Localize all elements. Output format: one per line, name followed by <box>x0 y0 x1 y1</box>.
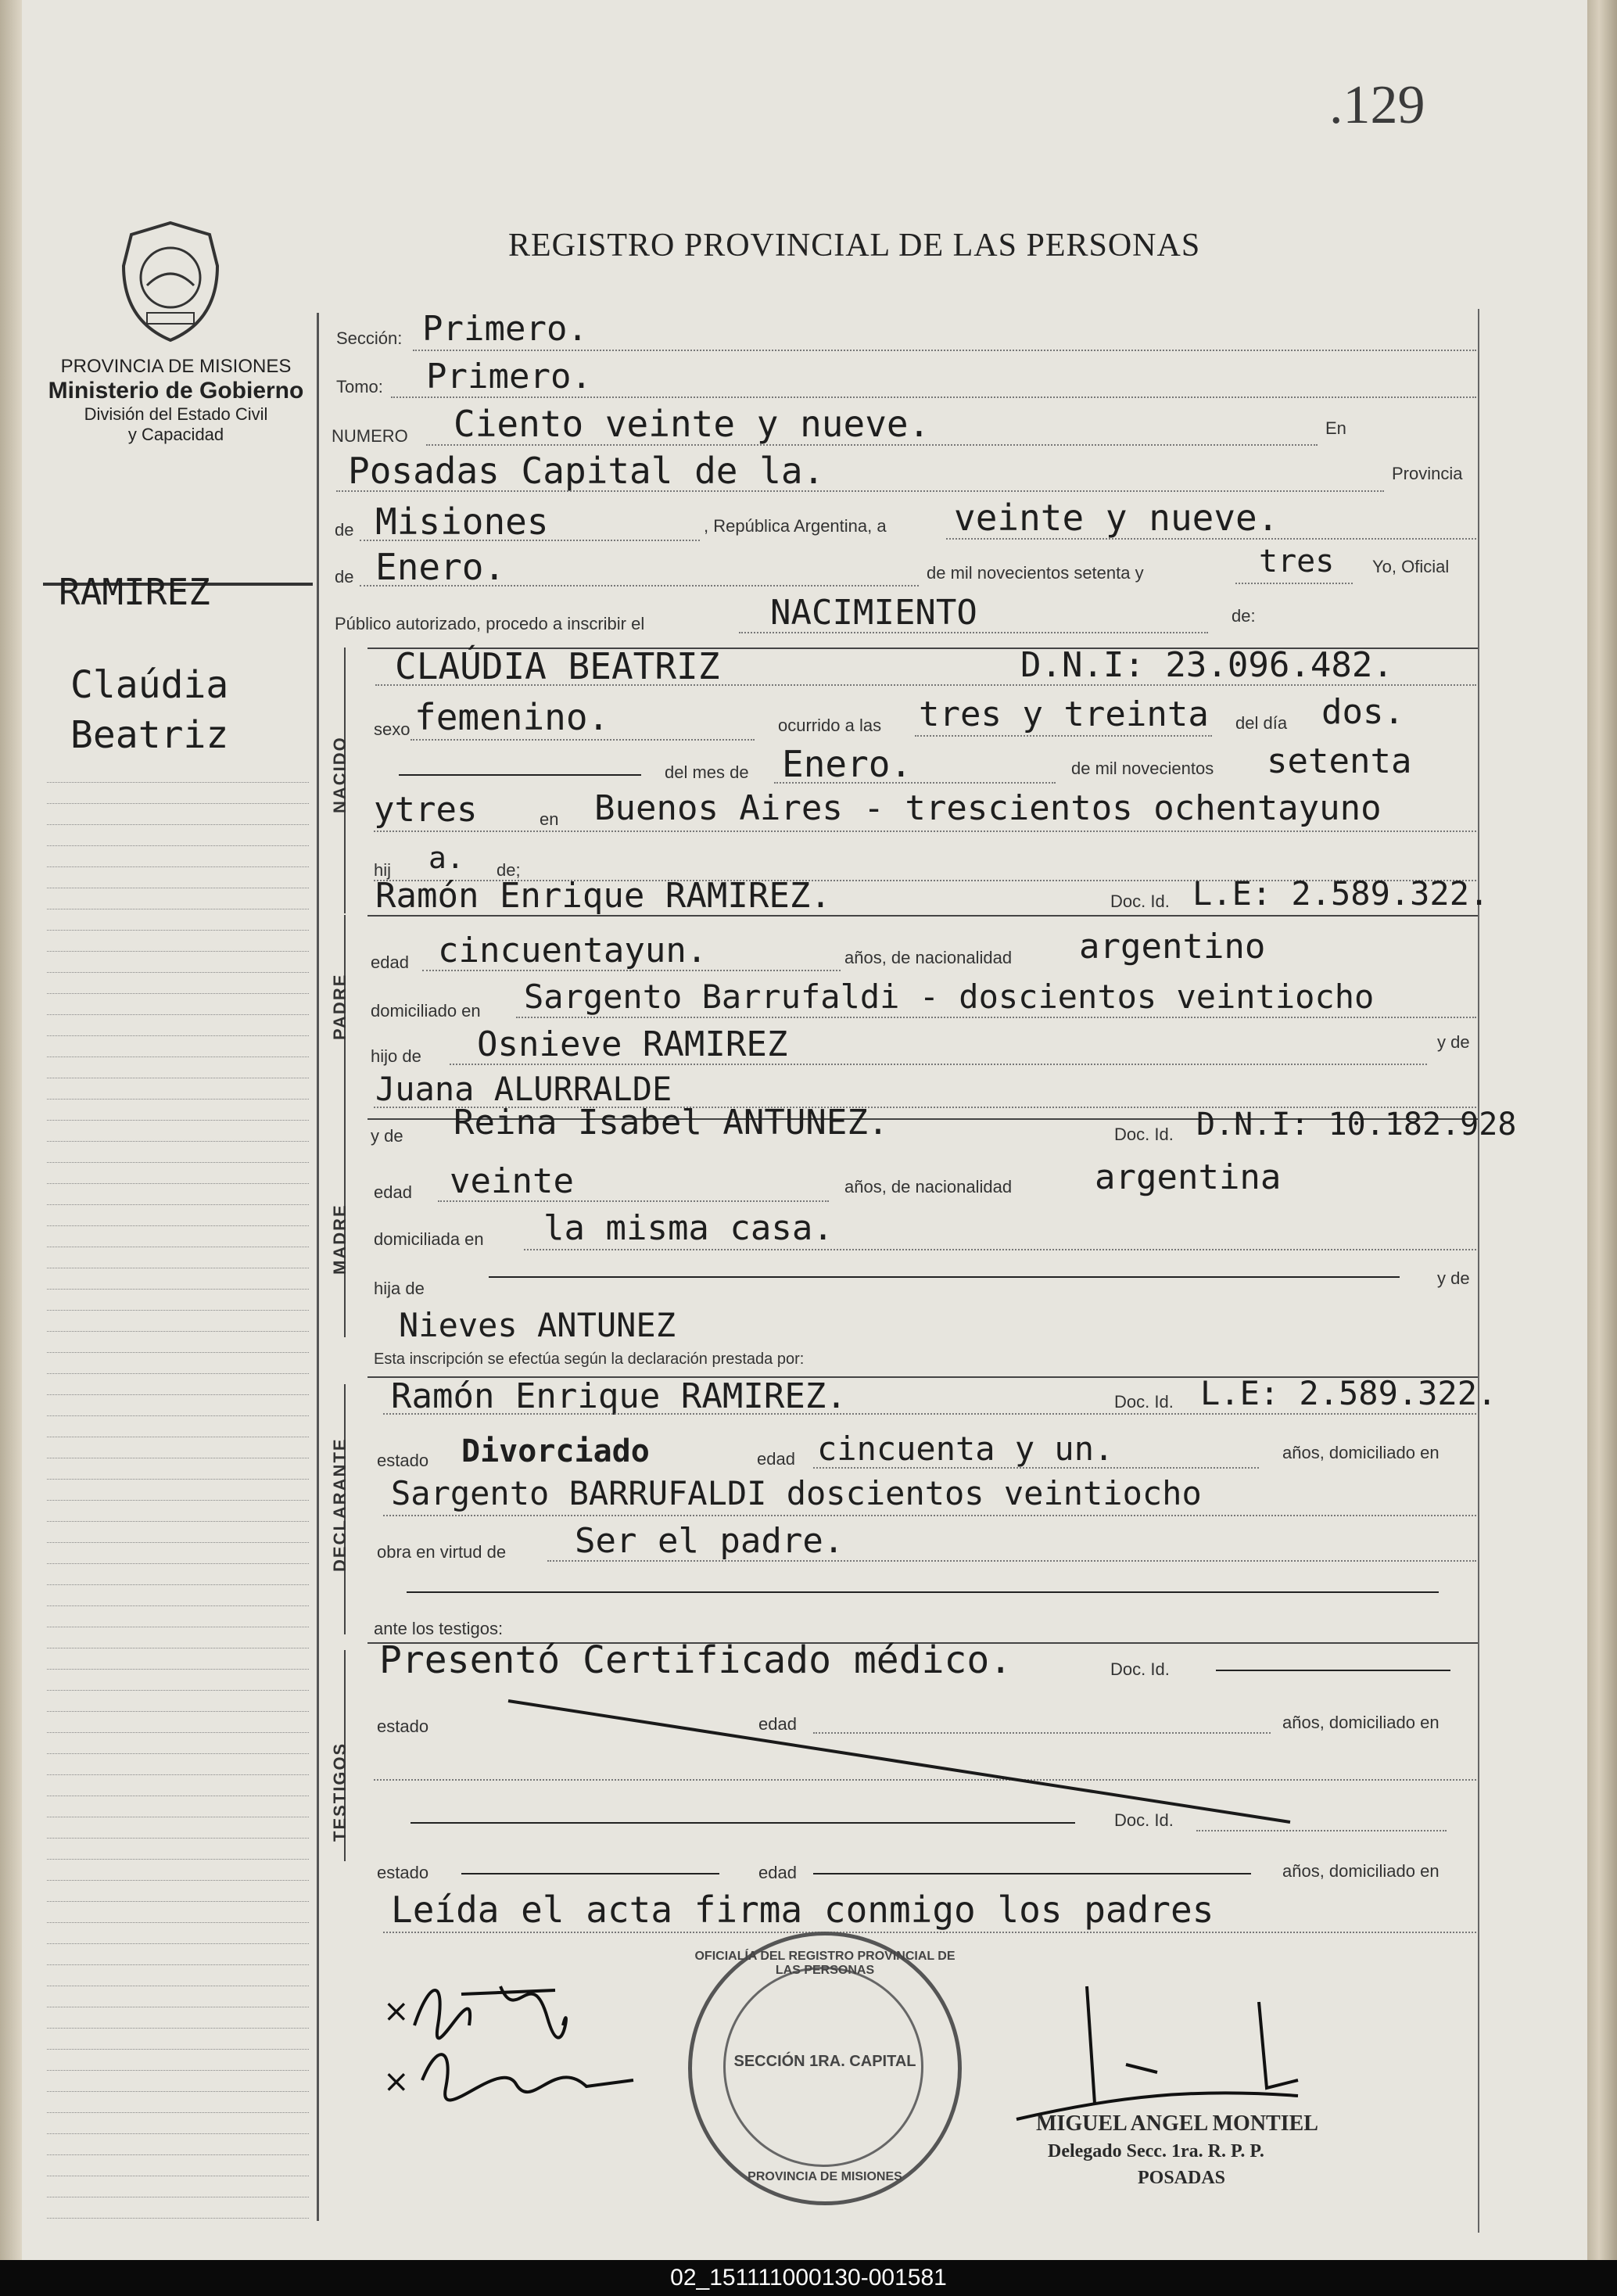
margin-ruled-line <box>47 2028 309 2029</box>
margin-ruled-line <box>47 1394 309 1395</box>
stamp-bottom-text: PROVINCIA DE MISIONES <box>748 2170 902 2183</box>
margin-ruled-line <box>47 1225 309 1226</box>
label-dom-padre: domiciliado en <box>371 1001 481 1021</box>
label-mil-2: de mil novecientos <box>1071 759 1214 778</box>
value-abuela-pat: Juana ALURRALDE <box>375 1070 672 1108</box>
label-y-de-padre: y de <box>1437 1032 1470 1052</box>
value-en-virtud: Ser el padre. <box>575 1521 844 1561</box>
margin-surname: RAMIREZ <box>59 571 210 613</box>
value-anio-nac-2: ytres <box>374 790 478 830</box>
value-dia-acta: veinte y nueve. <box>954 497 1279 539</box>
value-hora: tres y treinta <box>919 694 1209 734</box>
margin-ruled-line <box>47 1035 309 1036</box>
margin-ruled-line <box>47 866 309 867</box>
margin-ruled-line <box>47 1605 309 1606</box>
value-mes-nac: Enero. <box>782 743 912 785</box>
label-ante-testigos: ante los testigos: <box>374 1619 504 1638</box>
label-seccion: Sección: <box>336 328 403 348</box>
column-divider <box>317 313 319 2221</box>
margin-ruled-line <box>47 1964 309 1965</box>
value-nombre: CLAÚDIA BEATRIZ <box>395 645 720 687</box>
label-anos-nac-padre: años, de nacionalidad <box>844 948 1013 967</box>
label-de-acto: de: <box>1232 606 1256 626</box>
official-role: Delegado Secc. 1ra. R. P. P. <box>1048 2141 1264 2161</box>
label-edad-testigo-1: edad <box>758 1714 797 1734</box>
value-provincia: Misiones <box>375 500 549 543</box>
official-stamp <box>688 1932 962 2205</box>
label-en: En <box>1325 418 1346 438</box>
label-estado-declarante: estado <box>377 1451 429 1470</box>
label-en-2: en <box>540 809 559 829</box>
margin-ruled-line <box>47 1415 309 1416</box>
margin-ruled-line <box>47 1099 309 1100</box>
value-acto: NACIMIENTO <box>770 593 977 633</box>
label-y-de-madre-2: y de <box>1437 1268 1470 1288</box>
value-mes-acta: Enero. <box>375 546 506 588</box>
label-esta-inscripcion: Esta inscripción se efectúa según la declaración prestada por: <box>374 1351 805 1368</box>
margin-ruled-line <box>47 2049 309 2050</box>
value-madre-edad: veinte <box>450 1161 574 1201</box>
value-padre-doc: L.E: 2.589.322. <box>1192 874 1490 913</box>
value-padre-nombre: Ramón Enrique RAMIREZ. <box>375 876 831 916</box>
label-estado-testigo-2: estado <box>377 1863 429 1882</box>
signature-official <box>923 1971 1314 2127</box>
margin-ruled-line <box>47 951 309 952</box>
province-name: PROVINCIA DE MISIONES <box>60 356 292 377</box>
official-name: MIGUEL ANGEL MONTIEL <box>1036 2111 1318 2136</box>
margin-ruled-line <box>47 1838 309 1839</box>
value-estado-civil: Divorciado <box>461 1433 650 1469</box>
label-anos-dom-declarante: años, domiciliado en <box>1282 1443 1440 1462</box>
value-seccion: Primero. <box>422 309 588 349</box>
margin-ruled-line <box>47 930 309 931</box>
margin-ruled-line <box>47 1352 309 1353</box>
official-city: POSADAS <box>1138 2168 1226 2188</box>
margin-ruled-line <box>47 2218 309 2219</box>
margin-ruled-line <box>47 1521 309 1522</box>
margin-ruled-line <box>47 1922 309 1923</box>
margin-ruled-line <box>47 1901 309 1902</box>
margin-ruled-line <box>47 1141 309 1142</box>
label-edad-madre: edad <box>374 1182 412 1202</box>
label-hij: hij <box>374 860 392 880</box>
label-del-dia: del día <box>1235 713 1288 733</box>
margin-ruled-line <box>47 1310 309 1311</box>
page-edge <box>1587 0 1617 2260</box>
label-doc-declarante: Doc. Id. <box>1114 1392 1174 1412</box>
stamp-center-text: SECCIÓN 1RA. CAPITAL <box>733 2053 916 2070</box>
label-edad-declarante: edad <box>757 1449 795 1469</box>
label-dom-madre: domiciliada en <box>374 1229 484 1249</box>
margin-ruled-line <box>47 972 309 973</box>
division-line-2: y Capacidad <box>127 425 224 444</box>
margin-ruled-line <box>47 1014 309 1015</box>
value-sexo: femenino. <box>414 696 610 738</box>
margin-ruled-line <box>47 1331 309 1332</box>
folio-number: .129 <box>1329 75 1425 135</box>
label-estado-testigo-1: estado <box>377 1717 429 1736</box>
label-provincia: Provincia <box>1392 464 1463 483</box>
value-numero: Ciento veinte y nueve. <box>454 403 930 445</box>
margin-ruled-line <box>47 1183 309 1184</box>
value-madre-nac: argentina <box>1095 1157 1282 1197</box>
value-dni: D.N.I: 23.096.482. <box>1020 645 1393 685</box>
label-de-hij: de; <box>497 860 521 880</box>
margin-ruled-line <box>47 1542 309 1543</box>
margin-ruled-line <box>47 782 309 783</box>
margin-given-2: Beatriz <box>70 713 229 757</box>
label-publico: Público autorizado, procedo a inscribir el <box>335 614 645 633</box>
ministry-name: Ministerio de Gobierno <box>48 378 304 404</box>
section-label-testigos: TESTIGOS <box>330 1742 350 1842</box>
label-obra: obra en virtud de <box>377 1542 507 1562</box>
section-label-declarante: DECLARANTE <box>330 1437 350 1572</box>
label-y-de-madre: y de <box>371 1126 403 1146</box>
margin-ruled-line <box>47 1690 309 1691</box>
margin-ruled-line <box>47 2154 309 2155</box>
value-padre-edad: cincuentayun. <box>438 931 708 970</box>
division-line-1: División del Estado Civil <box>84 404 268 424</box>
value-abuela-mat: Nieves ANTUNEZ <box>399 1306 676 1344</box>
margin-given-1: Claúdia <box>70 663 229 707</box>
section-label-nacido: NACIDO <box>330 736 350 813</box>
value-declarante-edad: cincuenta y un. <box>817 1430 1114 1468</box>
value-declarante-doc: L.E: 2.589.322. <box>1200 1374 1497 1412</box>
margin-ruled-line <box>47 1162 309 1163</box>
margin-ruled-line <box>47 803 309 804</box>
margin-ruled-line <box>47 1732 309 1733</box>
label-anos-dom-testigo-2: años, domiciliado en <box>1282 1861 1440 1881</box>
margin-ruled-line <box>47 1373 309 1374</box>
value-declarante: Ramón Enrique RAMIREZ. <box>391 1376 847 1416</box>
margin-ruled-line <box>47 824 309 825</box>
value-madre-dom: la misma casa. <box>543 1208 834 1248</box>
value-anio-acta: tres <box>1259 544 1335 579</box>
margin-ruled-line <box>47 1120 309 1121</box>
label-doc-testigo-1: Doc. Id. <box>1110 1659 1170 1679</box>
label-doc-padre: Doc. Id. <box>1110 891 1170 911</box>
label-de-1: de <box>335 520 354 540</box>
margin-ruled-line <box>47 2112 309 2113</box>
page-title: REGISTRO PROVINCIAL DE LAS PERSONAS <box>508 228 1201 264</box>
margin-ruled-line <box>47 1774 309 1775</box>
margin-ruled-line <box>47 1753 309 1754</box>
label-doc-madre: Doc. Id. <box>1114 1125 1174 1144</box>
margin-ruled-line <box>47 1880 309 1881</box>
value-madre-nombre: Reina Isabel ANTUNEZ. <box>454 1103 889 1143</box>
value-padre-nac: argentino <box>1079 927 1266 967</box>
margin-ruled-line <box>47 1859 309 1860</box>
value-abuelo-pat: Osnieve RAMIREZ <box>477 1024 788 1064</box>
margin-ruled-line <box>47 2133 309 2134</box>
value-lugar: Posadas Capital de la. <box>348 450 825 492</box>
value-madre-doc: D.N.I: 10.182.928 <box>1196 1107 1517 1143</box>
value-padre-dom: Sargento Barrufaldi - doscientos veintiocho <box>524 978 1375 1016</box>
label-anos-dom-testigo-1: años, domiciliado en <box>1282 1713 1440 1732</box>
margin-ruled-line <box>47 1289 309 1290</box>
svg-text:×: × <box>383 2064 410 2100</box>
value-dia-nac: dos. <box>1321 692 1404 732</box>
label-numero: NUMERO <box>332 426 408 446</box>
label-sexo: sexo <box>374 719 411 739</box>
signature-father <box>383 1947 649 2104</box>
image-id-footer: 02_151111000130-001581 <box>0 2260 1617 2296</box>
margin-ruled-line <box>47 1711 309 1712</box>
section-label-padre: PADRE <box>330 973 350 1040</box>
label-edad-testigo-2: edad <box>758 1863 797 1882</box>
label-yo-oficial: Yo, Oficial <box>1372 557 1450 576</box>
margin-ruled-line <box>47 1204 309 1205</box>
label-tomo: Tomo: <box>336 377 383 396</box>
margin-ruled-line <box>47 1500 309 1501</box>
province-emblem-icon <box>116 219 225 344</box>
stamp-ring-text: OFICIALÍA DEL REGISTRO PROVINCIAL DE LAS PERSONAS <box>694 1950 956 1977</box>
value-cierre: Leída el acta firma conmigo los padres <box>391 1889 1214 1931</box>
binding-edge <box>0 0 22 2260</box>
margin-ruled-line <box>47 2070 309 2071</box>
label-de-2: de <box>335 567 354 587</box>
value-hij-suffix: a. <box>428 841 464 875</box>
margin-ruled-line <box>47 993 309 994</box>
margin-ruled-line <box>47 2091 309 2092</box>
label-anos-nac-madre: años, de nacionalidad <box>844 1177 1013 1196</box>
label-doc-testigo-2: Doc. Id. <box>1114 1810 1174 1830</box>
right-margin-line <box>1478 309 1479 2233</box>
margin-ruled-line <box>47 845 309 846</box>
testigos-cancel-stroke <box>500 1693 1298 1830</box>
margin-ruled-line <box>47 1563 309 1564</box>
svg-text:×: × <box>383 1993 410 2029</box>
issuer-block <box>39 356 313 445</box>
value-testigo-nota: Presentó Certificado médico. <box>379 1638 1013 1682</box>
value-declarante-dom: Sargento BARRUFALDI doscientos veintiocho <box>391 1474 1202 1512</box>
value-anio-nac-1: setenta <box>1267 741 1412 781</box>
value-tomo: Primero. <box>426 357 592 396</box>
value-lugar-nac: Buenos Aires - trescientos ochentayuno <box>594 788 1382 828</box>
section-label-madre: MADRE <box>330 1204 350 1275</box>
label-hija-de: hija de <box>374 1279 425 1298</box>
margin-ruled-line <box>47 1479 309 1480</box>
margin-ruled-line <box>47 1669 309 1670</box>
label-edad-padre: edad <box>371 952 409 972</box>
label-mil-1: de mil novecientos setenta y <box>927 563 1144 583</box>
margin-ruled-line <box>47 1584 309 1585</box>
label-del-mes: del mes de <box>665 762 749 782</box>
label-ocurrido: ocurrido a las <box>778 716 882 735</box>
label-republica: , República Argentina, a <box>704 516 887 536</box>
label-hijo-de: hijo de <box>371 1046 421 1066</box>
margin-ruled-line <box>47 1943 309 1944</box>
